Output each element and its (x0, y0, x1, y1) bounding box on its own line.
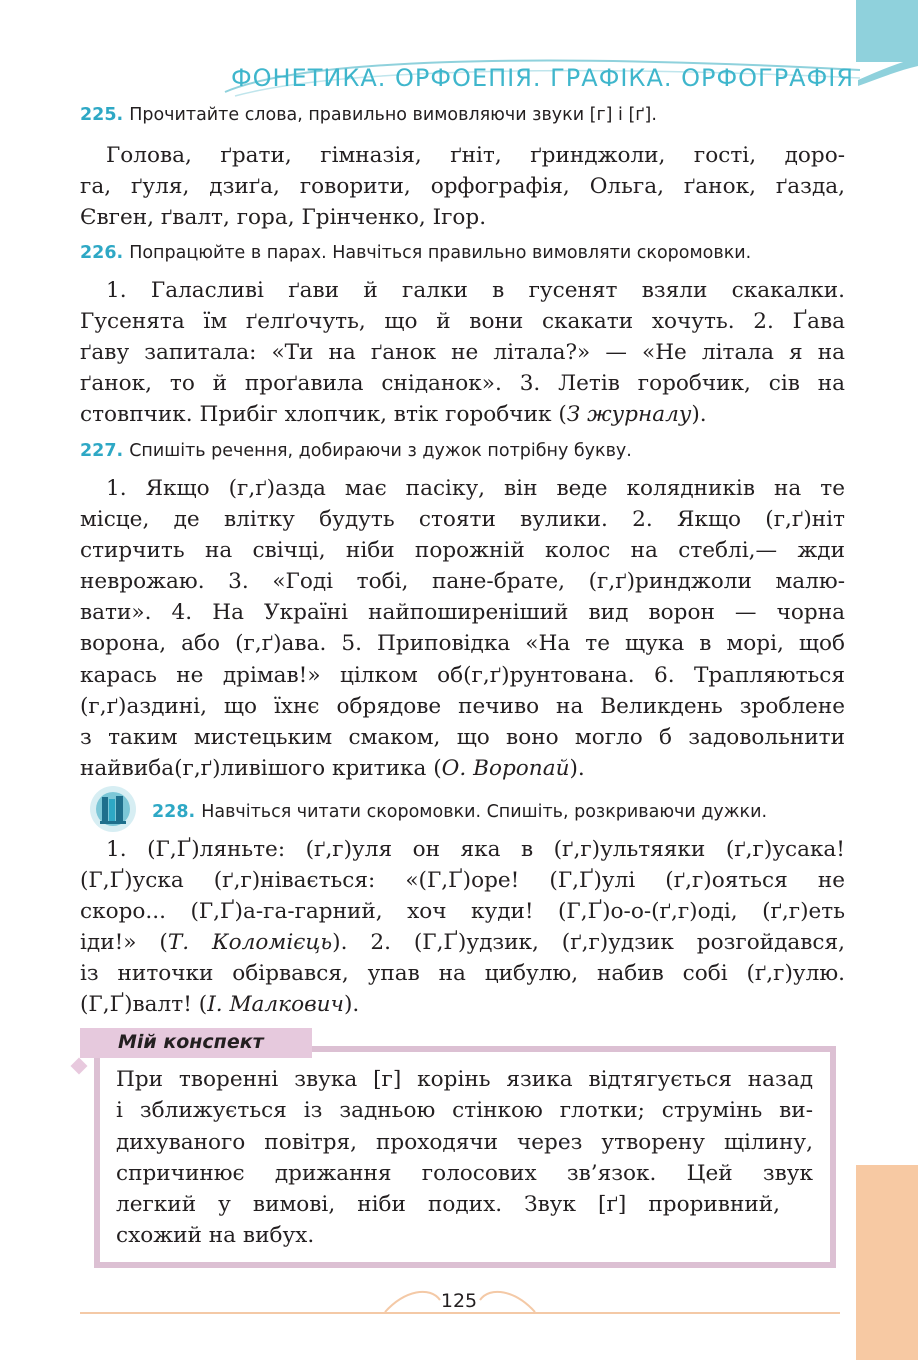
notes-text (116, 1064, 813, 1252)
text-line: Голова, ґрати, гімназія, ґніт, ґринджоли, гості, доро- (106, 143, 845, 168)
text-line (80, 399, 845, 430)
task-228-header (152, 802, 858, 822)
task-number: 227. (80, 441, 124, 461)
source-citation: О. Воропай (441, 755, 570, 781)
diamond-icon (71, 1058, 88, 1075)
notes-line: легкий у вимові, ніби подих. Звук [ґ] проривний, (116, 1192, 780, 1218)
task-instruction: Прочитайте слова, правильно вимовляючи звуки [г] і [ґ]. (129, 105, 657, 125)
text-line: ґаву запитала: «Ти на ґанок не літала?» — «Не літала я на (80, 340, 845, 366)
text-fragment: ). (343, 992, 360, 1018)
text-fragment: ). (691, 402, 707, 428)
notes-title: Мій конспект (118, 1031, 264, 1053)
task-number: 225. (80, 105, 124, 125)
books-icon (84, 784, 142, 834)
notes-line: При творенні звука [г] корінь язика відтягується назад (116, 1067, 813, 1092)
text-line: із ниточки обірвався, упав на цибулю, набив собі (ґ,г)улю. (80, 961, 845, 987)
text-line: вати». 4. На Україні найпоширеніший вид ворон — чорна (80, 600, 845, 626)
text-line: з таким мистецьким смаком, що воно могло б задовольнити (80, 724, 845, 750)
task-226-text (80, 275, 845, 430)
text-fragment: ). 2. (Г,Ґ)удзик, (ґ,г)удзик розгойдався, (332, 930, 846, 956)
section-title: ФОНЕТИКА. ОРФОЕПІЯ. ГРАФІКА. ОРФОГРАФІЯ (230, 64, 854, 92)
text-line: 1. Якщо (г,ґ)азда має пасіку, він веде колядників на те (106, 476, 845, 501)
task-227-header (80, 441, 858, 461)
text-line: га, ґуля, дзиґа, говорити, орфографія, Ольга, ґанок, ґазда, (80, 174, 845, 200)
task-226-header (80, 243, 858, 263)
text-fragment: ). (569, 755, 585, 781)
task-227-text (80, 473, 845, 784)
text-line: карась не дрімав!» цілком об(г,ґ)рунтована. 6. Трапляються (80, 662, 845, 688)
text-line: стирчить на свічці, ніби порожній колос на стеблі,— жди (80, 538, 845, 564)
text-line: ґанок, то й проґавила сніданок». 3. Летів горобчик, сів на (80, 371, 845, 397)
source-citation: І. Малкович (207, 992, 344, 1018)
source-citation: З журналу (566, 402, 692, 428)
task-228-text (80, 834, 845, 1021)
text-fragment: найвиба(г,ґ)ливішого критика ( (80, 755, 442, 781)
text-line (80, 989, 845, 1020)
task-225-header (80, 105, 858, 125)
text-fragment: стовпчик. Прибіг хлопчик, втік горобчик ( (80, 402, 567, 428)
task-225-text (80, 140, 845, 233)
text-line: 1. (Г,Ґ)ляньте: (ґ,г)уля он яка в (ґ,г)ультяяки (ґ,г)усака! (106, 837, 845, 862)
page-number: 125 (440, 1290, 478, 1312)
task-instruction: Попрацюйте в парах. Навчіться правильно вимовляти скоромовки. (129, 243, 752, 263)
text-line: (г,ґ)аздині, що їхнє обрядове печиво на Великдень зроблене (80, 693, 845, 719)
notes-line: спричинює дрижання голосових зв’язок. Цей звук (116, 1160, 813, 1186)
text-fragment: (Г,Ґ)валт! ( (80, 992, 208, 1018)
text-line: 1. Галасливі ґави й галки в гусенят взяли скакалки. (106, 278, 845, 303)
notes-line: і зближується із задньою стінкою глотки; струмінь ви- (116, 1098, 813, 1124)
notes-line: схожий на вибух. (116, 1223, 315, 1249)
task-number: 226. (80, 243, 124, 263)
text-line: скоро... (Г,Ґ)а-га-гарний, хоч куди! (Г,Ґ)о-о-(ґ,г)оді, (ґ,г)еть (80, 899, 845, 925)
text-line: (Г,Ґ)уска (ґ,г)нівається: «(Г,Ґ)оре! (Г,Ґ)улі (ґ,г)ояться не (80, 868, 845, 894)
source-citation: Т. Коломієць (167, 930, 333, 956)
task-number: 228. (152, 802, 196, 822)
header-swoosh (0, 0, 918, 110)
corner-tab-bottom (856, 1165, 918, 1360)
text-line: Євген, ґвалт, гора, Грінченко, Ігор. (80, 205, 487, 231)
text-line: неврожаю. 3. «Годі тобі, пане-брате, (г,ґ)ринджоли малю- (80, 569, 845, 595)
text-line: Гусенята їм ґелґочуть, що й вони скакати хочуть. 2. Ґава (80, 309, 845, 335)
notes-line: дихуваного повітря, проходячи через утворену щілину, (116, 1129, 813, 1155)
text-line: місце, де влітку будуть стояти вулики. 2. Якщо (г,ґ)ніт (80, 507, 845, 533)
text-line: ворона, або (г,ґ)ава. 5. Приповідка «На те щука в морі, щоб (80, 631, 845, 657)
task-instruction: Спишіть речення, добираючи з дужок потрібну букву. (129, 441, 632, 461)
text-line (80, 927, 845, 958)
text-fragment: іди!» ( (80, 930, 168, 956)
task-instruction: Навчіться читати скоромовки. Спишіть, розкриваючи дужки. (201, 802, 768, 822)
text-line (80, 753, 845, 784)
